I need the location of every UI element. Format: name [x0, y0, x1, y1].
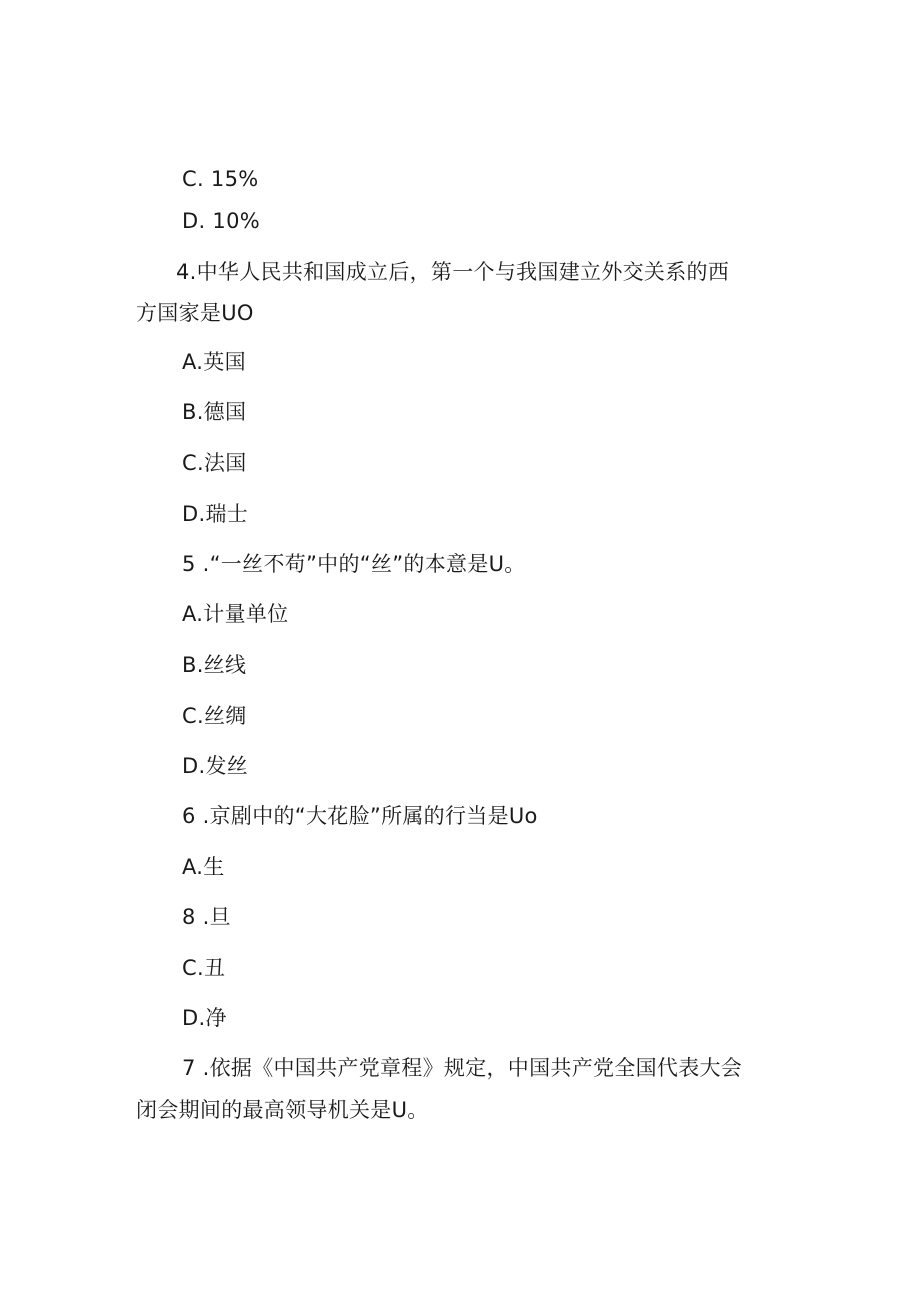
- question-6-stem: 6 .京剧中的“大花脸”所属的行当是Uo: [182, 804, 538, 828]
- option-b-q6: 8 .旦: [182, 905, 231, 929]
- option-a-q4: A.英国: [182, 350, 246, 374]
- question-4-stem: 4.中华人民共和国成立后，第一个与我国建立外交关系的西: [176, 260, 730, 284]
- option-c-q6: C.丑: [182, 956, 226, 980]
- option-d-q6: D.净: [182, 1006, 227, 1030]
- option-b-q5: B.丝线: [182, 653, 247, 677]
- option-c-q5: C.丝绸: [182, 704, 247, 728]
- question-5-stem: 5 .“一丝不苟”中的“丝”的本意是U。: [182, 552, 526, 576]
- option-d-q4: D.瑞士: [182, 502, 249, 526]
- question-4-stem-continued: 方国家是UO: [136, 301, 254, 325]
- option-b-q4: B.德国: [182, 400, 247, 424]
- question-7-stem: 7 .依据《中国共产党章程》规定，中国共产党全国代表大会: [182, 1056, 743, 1080]
- option-c-q3: C. 15%: [182, 167, 259, 191]
- option-c-q4: C.法国: [182, 451, 247, 475]
- question-7-stem-continued: 闭会期间的最高领导机关是U。: [136, 1098, 429, 1122]
- option-d-q5: D.发丝: [182, 754, 249, 778]
- option-d-q3: D. 10%: [182, 209, 260, 233]
- option-a-q6: A.生: [182, 855, 225, 879]
- option-a-q5: A.计量单位: [182, 602, 289, 626]
